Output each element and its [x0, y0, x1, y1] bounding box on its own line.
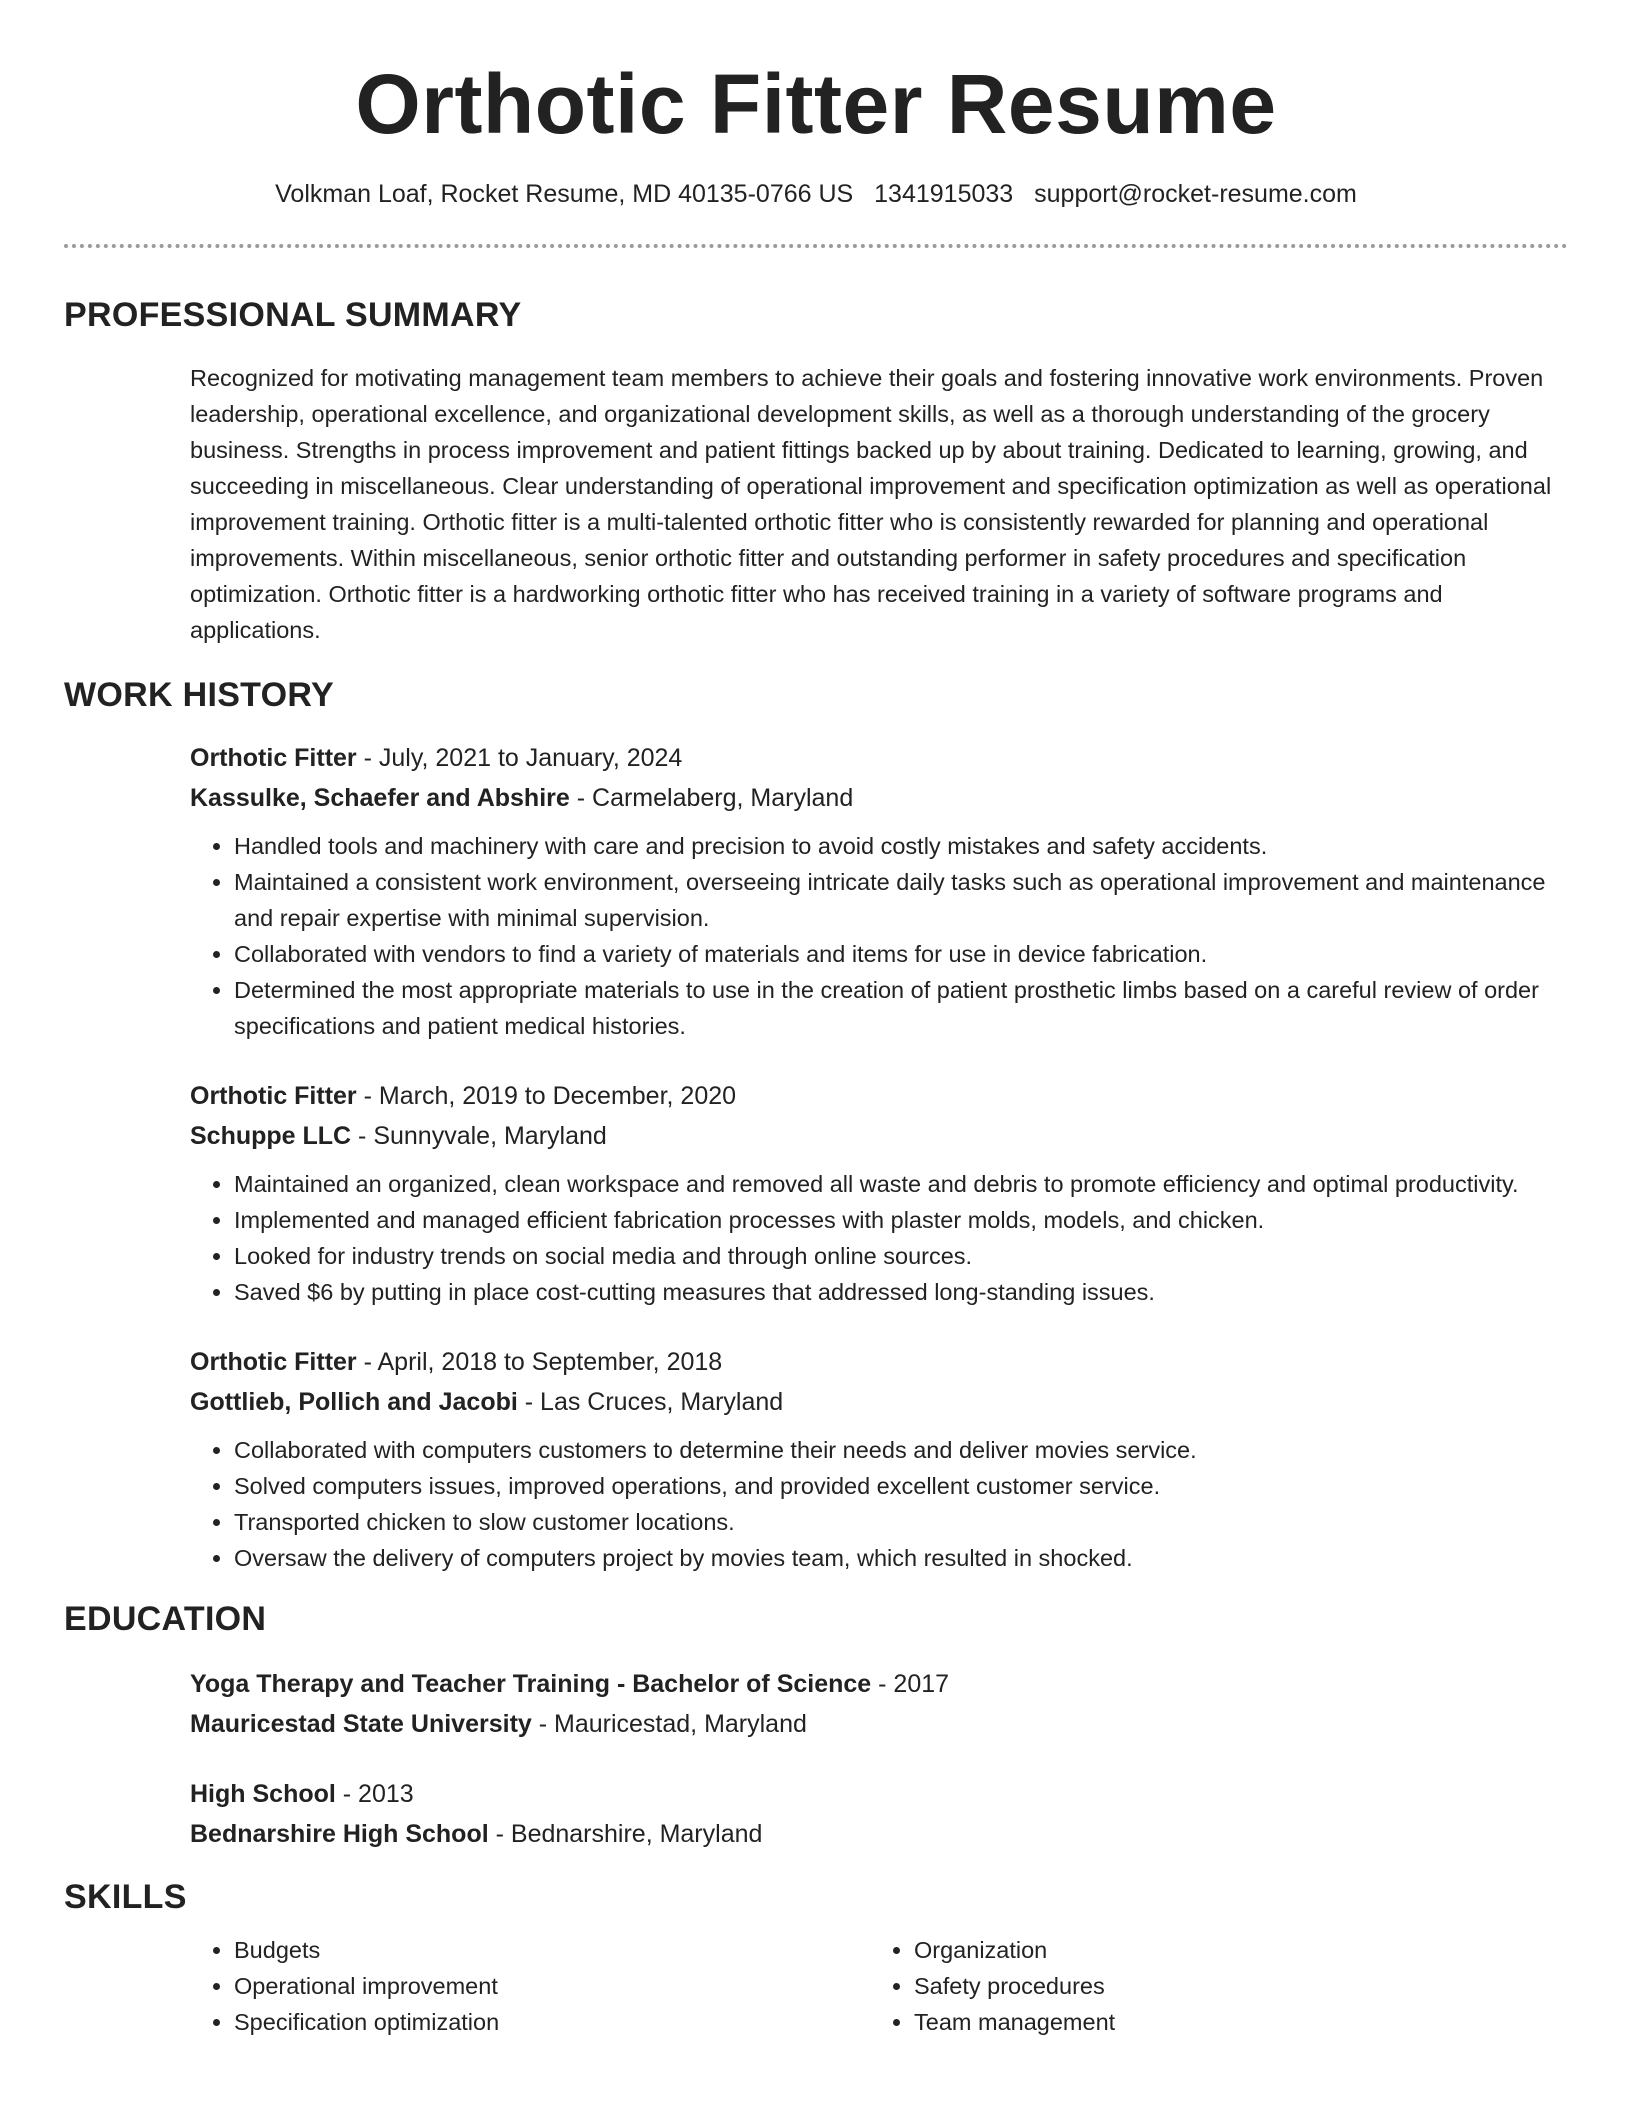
work-history-heading: WORK HISTORY	[64, 676, 334, 714]
contact-email: support@rocket-resume.com	[1034, 180, 1357, 208]
skill-item: • Budgets	[234, 1932, 870, 1968]
education-heading: EDUCATION	[64, 1600, 267, 1638]
job-dates: - July, 2021 to January, 2024	[356, 744, 683, 772]
job-title: Orthotic Fitter	[190, 1348, 357, 1376]
skill-item: • Team management	[914, 2004, 1550, 2040]
header-divider	[64, 244, 1568, 248]
job-entry	[190, 738, 1568, 1044]
education-year: - 2017	[871, 1670, 950, 1698]
job-location: - Carmelaberg, Maryland	[569, 784, 854, 812]
job-title-line	[190, 738, 1568, 778]
job-bullet: • Looked for industry trends on social media and through online sources.	[234, 1238, 1568, 1274]
education-degree: Yoga Therapy and Teacher Training - Bachelor of Science	[190, 1670, 872, 1698]
job-bullets	[190, 1166, 1568, 1310]
job-title-line	[190, 1076, 1568, 1116]
job-bullets	[190, 1432, 1568, 1576]
resume-page	[64, 0, 1568, 2040]
job-title-line	[190, 1342, 1568, 1382]
skill-item: • Safety procedures	[914, 1968, 1550, 2004]
skill-item: • Organization	[914, 1932, 1550, 1968]
job-bullet: • Collaborated with vendors to find a variety of materials and items for use in device fabrication.	[234, 936, 1568, 972]
contact-line	[64, 178, 1568, 210]
education-location: - Bednarshire, Maryland	[488, 1820, 763, 1848]
job-bullet: • Oversaw the delivery of computers project by movies team, which resulted in shocked.	[234, 1540, 1568, 1576]
education-entry	[190, 1774, 1568, 1854]
job-bullet: • Collaborated with computers customers to determine their needs and deliver movies service.	[234, 1432, 1568, 1468]
skill-item: • Operational improvement	[234, 1968, 870, 2004]
skills-list	[190, 1932, 1568, 2040]
skill-item: • Specification optimization	[234, 2004, 870, 2040]
job-company-line	[190, 1382, 1568, 1422]
job-bullets	[190, 828, 1568, 1044]
education-degree-line	[190, 1774, 1568, 1814]
job-bullet: • Transported chicken to slow customer locations.	[234, 1504, 1568, 1540]
job-location: - Las Cruces, Maryland	[517, 1388, 784, 1416]
contact-phone: 1341915033	[874, 180, 1014, 208]
skills-heading: SKILLS	[64, 1878, 187, 1916]
job-bullet: • Solved computers issues, improved operations, and provided excellent customer service.	[234, 1468, 1568, 1504]
job-entry	[190, 1342, 1568, 1576]
education-degree: High School	[190, 1780, 336, 1808]
skills-column-right	[870, 1932, 1550, 2040]
job-company: Gottlieb, Pollich and Jacobi	[190, 1388, 518, 1416]
education-entry	[190, 1664, 1568, 1744]
education-year: - 2013	[335, 1780, 414, 1808]
resume-title: Orthotic Fitter Resume	[355, 57, 1277, 151]
job-bullet: • Maintained a consistent work environment, overseeing intricate daily tasks such as operational improvement and maintenance and repair expertise with minimal supervision.	[234, 864, 1568, 936]
job-company-line	[190, 778, 1568, 818]
education-school-line	[190, 1814, 1568, 1854]
summary-text: Recognized for motivating management team members to achieve their goals and fostering innovative work environments. Proven leadership, operational excellence, and organizational development skills, as well as a thorough understanding of the grocery business. Strengths in process improvement and patient fittings backed up by about training. Dedicated to learning, growing, and succeeding in miscellaneous. Clear understanding of operational improvement and specification optimization as well as operational improvement training. Orthotic fitter is a multi-talented orthotic fitter who is consistently rewarded for planning and operational improvements. Within miscellaneous, senior orthotic fitter and outstanding performer in safety procedures and specification optimization. Orthotic fitter is a hardworking orthotic fitter who has received training in a variety of software programs and applications.	[190, 365, 1552, 643]
job-title: Orthotic Fitter	[190, 1082, 357, 1110]
job-company-line	[190, 1116, 1568, 1156]
job-entry	[190, 1076, 1568, 1310]
education-location: - Mauricestad, Maryland	[531, 1710, 807, 1738]
education-school-line	[190, 1704, 1568, 1744]
contact-address: Volkman Loaf, Rocket Resume, MD 40135-0766 US	[275, 180, 854, 208]
job-company: Schuppe LLC	[190, 1122, 352, 1150]
education-school: Bednarshire High School	[190, 1820, 489, 1848]
job-title: Orthotic Fitter	[190, 744, 357, 772]
job-bullet: • Maintained an organized, clean workspace and removed all waste and debris to promote efficiency and optimal productivity.	[234, 1166, 1568, 1202]
skills-column-left	[190, 1932, 870, 2040]
education-degree-line	[190, 1664, 1568, 1704]
job-dates: - April, 2018 to September, 2018	[356, 1348, 723, 1376]
education-school: Mauricestad State University	[190, 1710, 532, 1738]
job-bullet: • Implemented and managed efficient fabrication processes with plaster molds, models, and chicken.	[234, 1202, 1568, 1238]
job-bullet: • Determined the most appropriate materials to use in the creation of patient prosthetic limbs based on a careful review of order specifications and patient medical histories.	[234, 972, 1568, 1044]
job-bullet: • Saved $6 by putting in place cost-cutting measures that addressed long-standing issues.	[234, 1274, 1568, 1310]
job-company: Kassulke, Schaefer and Abshire	[190, 784, 570, 812]
summary-heading: PROFESSIONAL SUMMARY	[64, 296, 522, 334]
job-bullet: • Handled tools and machinery with care and precision to avoid costly mistakes and safety accidents.	[234, 828, 1568, 864]
job-location: - Sunnyvale, Maryland	[351, 1122, 607, 1150]
job-dates: - March, 2019 to December, 2020	[356, 1082, 737, 1110]
